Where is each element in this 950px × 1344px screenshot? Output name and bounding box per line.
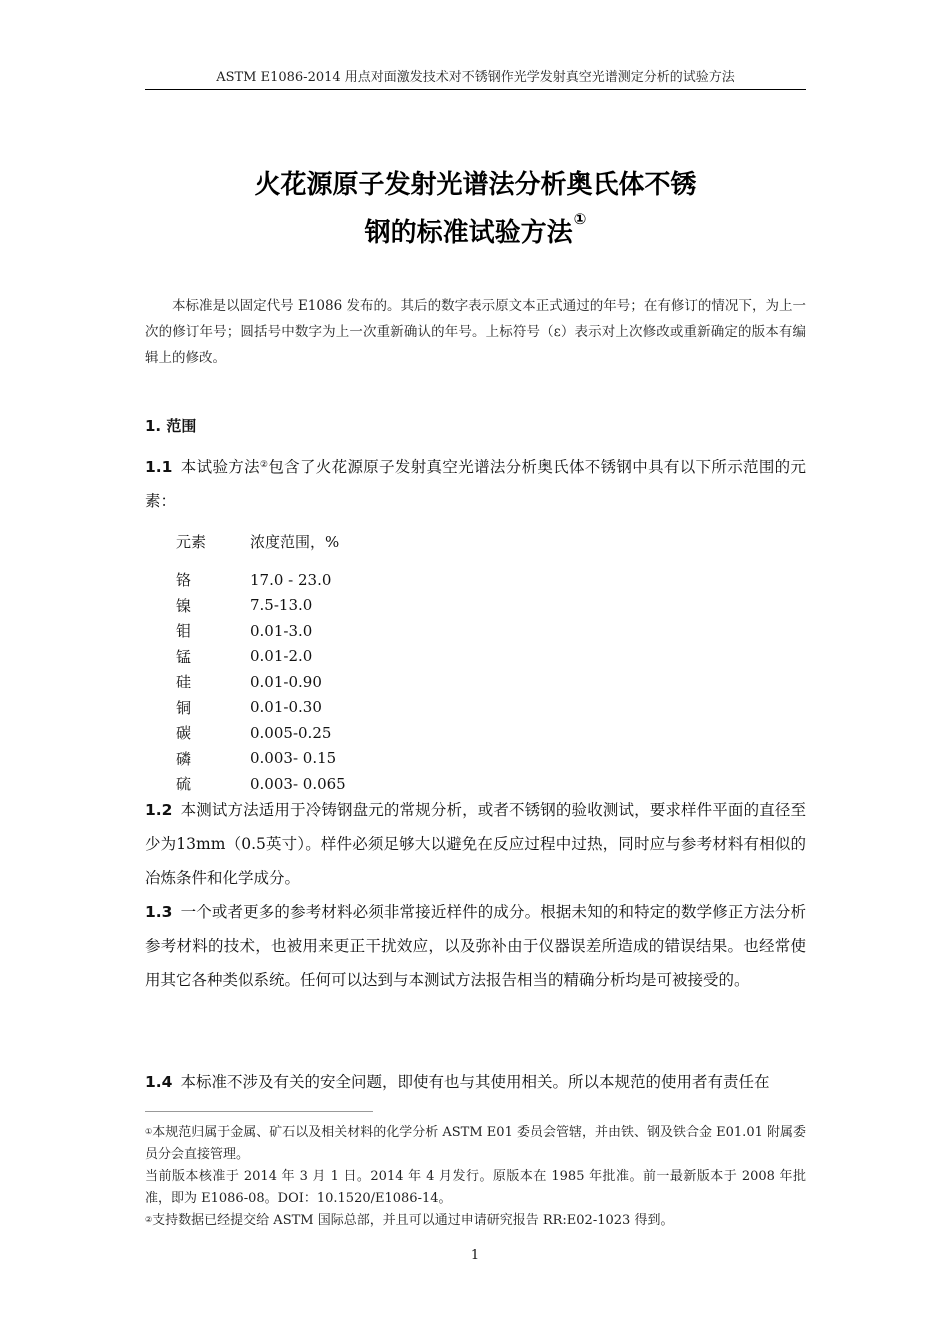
clause-1-1 <box>145 450 806 518</box>
table-row <box>176 567 346 593</box>
range-cell: 0.005-0.25 <box>250 723 332 742</box>
clause-1-4 <box>145 1065 806 1099</box>
element-cell: 硫 <box>176 775 192 794</box>
clause-1-3 <box>145 895 806 997</box>
table-row <box>176 618 346 644</box>
table-row <box>176 746 346 772</box>
element-cell: 磷 <box>176 749 192 768</box>
range-cell: 0.003- 0.065 <box>250 774 346 793</box>
range-cell: 0.01-3.0 <box>250 621 313 640</box>
footnote-2 <box>145 1210 806 1232</box>
table-row <box>176 644 346 670</box>
table-row <box>176 669 346 695</box>
range-cell: 0.01-0.30 <box>250 698 322 717</box>
footnote-2-text: 支持数据已经提交给 ASTM 国际总部，并且可以通过申请研究报告 RR:E02-1023 得到。 <box>152 1213 674 1228</box>
element-cell: 锰 <box>176 647 192 666</box>
range-cell: 17.0 - 23.0 <box>250 570 332 589</box>
header-rule <box>145 89 806 90</box>
clause-text: 本试验方法 <box>180 458 260 476</box>
footnote-2-marker: ② <box>145 1215 153 1224</box>
clause-number: 1.4 <box>145 1073 173 1091</box>
element-cell: 碳 <box>176 724 192 743</box>
clause-number: 1.2 <box>145 801 173 819</box>
clause-text: 一个或者更多的参考材料必须非常接近样件的成分。根据未知的和特定的数学修正方法分析参考材料的技术，也被用来更正干扰效应，以及弥补由于仪器误差所造成的错误结果。也经常使用其它各种类似系统。任何可以达到与本测试方法报告相当的精确分析均是可被接受的。 <box>145 903 806 989</box>
footnotes <box>145 1122 806 1232</box>
clause-text: 本标准不涉及有关的安全问题，即使有也与其使用相关。所以本规范的使用者有责任在 <box>180 1073 770 1091</box>
column-header-element: 元素 <box>176 533 207 551</box>
footnote-marker[interactable]: ② <box>259 460 269 470</box>
element-cell: 铬 <box>176 571 192 590</box>
clause-text: 本测试方法适用于冷铸钢盘元的常规分析，或者不锈钢的验收测试，要求样件平面的直径至少为13mm（0.5英寸）。样件必须足够大以避免在反应过程中过热，同时应与参考材料有相似的冶炼条件和化学成分。 <box>145 801 806 887</box>
page-number: 1 <box>470 1248 480 1263</box>
table-row <box>176 695 346 721</box>
section-heading-scope: 1. 范围 <box>145 417 197 435</box>
element-cell: 镍 <box>176 596 192 615</box>
column-header-range: 浓度范围，% <box>250 533 340 551</box>
range-cell: 7.5-13.0 <box>250 596 313 615</box>
title-text: 钢的标准试验方法 <box>364 218 573 248</box>
footnote-1-text: 本规范归属于金属、矿石以及相关材料的化学分析 ASTM E01 委员会管辖，并由铁、钢及铁合金 E01.01 附属委员分会直接管理。 <box>145 1125 807 1162</box>
table-row <box>176 593 346 619</box>
table-row <box>176 720 346 746</box>
footnote-1-continued: 当前版本核准于 2014 年 3 月 1 日。2014 年 4 月发行。原版本在 1985 年批准。前一最新版本于 2008 年批准，即为 E1086-08。DOI：10.1520/E1086-14。 <box>145 1169 806 1206</box>
document-title-line-2 <box>145 212 806 249</box>
footnote-1-marker: ① <box>145 1127 153 1136</box>
running-header: ASTM E1086-2014 用点对面激发技术对不锈钢作光学发射真空光谱测定分析的试验方法 <box>216 70 735 85</box>
footnote-1 <box>145 1122 806 1166</box>
table-header-row <box>176 529 346 567</box>
preamble-paragraph: 本标准是以固定代号 E1086 发布的。其后的数字表示原文本正式通过的年号；在有修订的情况下，为上一次的修订年号；圆括号中数字为上一次重新确认的年号。上标符号（ε）表示对上次修改或重新确定的版本有编辑上的修改。 <box>145 298 806 366</box>
title-footnote-marker[interactable]: ① <box>573 210 587 228</box>
footnote-rule <box>145 1111 373 1112</box>
element-cell: 铜 <box>176 698 192 717</box>
element-range-table <box>176 529 346 797</box>
clause-number: 1.1 <box>145 458 173 476</box>
range-cell: 0.003- 0.15 <box>250 749 337 768</box>
clause-text-cont: 包含了火花源原子发射真空光谱法分析奥氏体不锈钢中具有以下所示范围的元素： <box>145 458 806 510</box>
clause-number: 1.3 <box>145 903 173 921</box>
element-cell: 硅 <box>176 673 192 692</box>
clause-1-2 <box>145 793 806 895</box>
document-title-line-1: 火花源原子发射光谱法分析奥氏体不锈 <box>254 170 697 200</box>
range-cell: 0.01-0.90 <box>250 672 322 691</box>
range-cell: 0.01-2.0 <box>250 647 313 666</box>
element-cell: 钼 <box>176 622 192 641</box>
